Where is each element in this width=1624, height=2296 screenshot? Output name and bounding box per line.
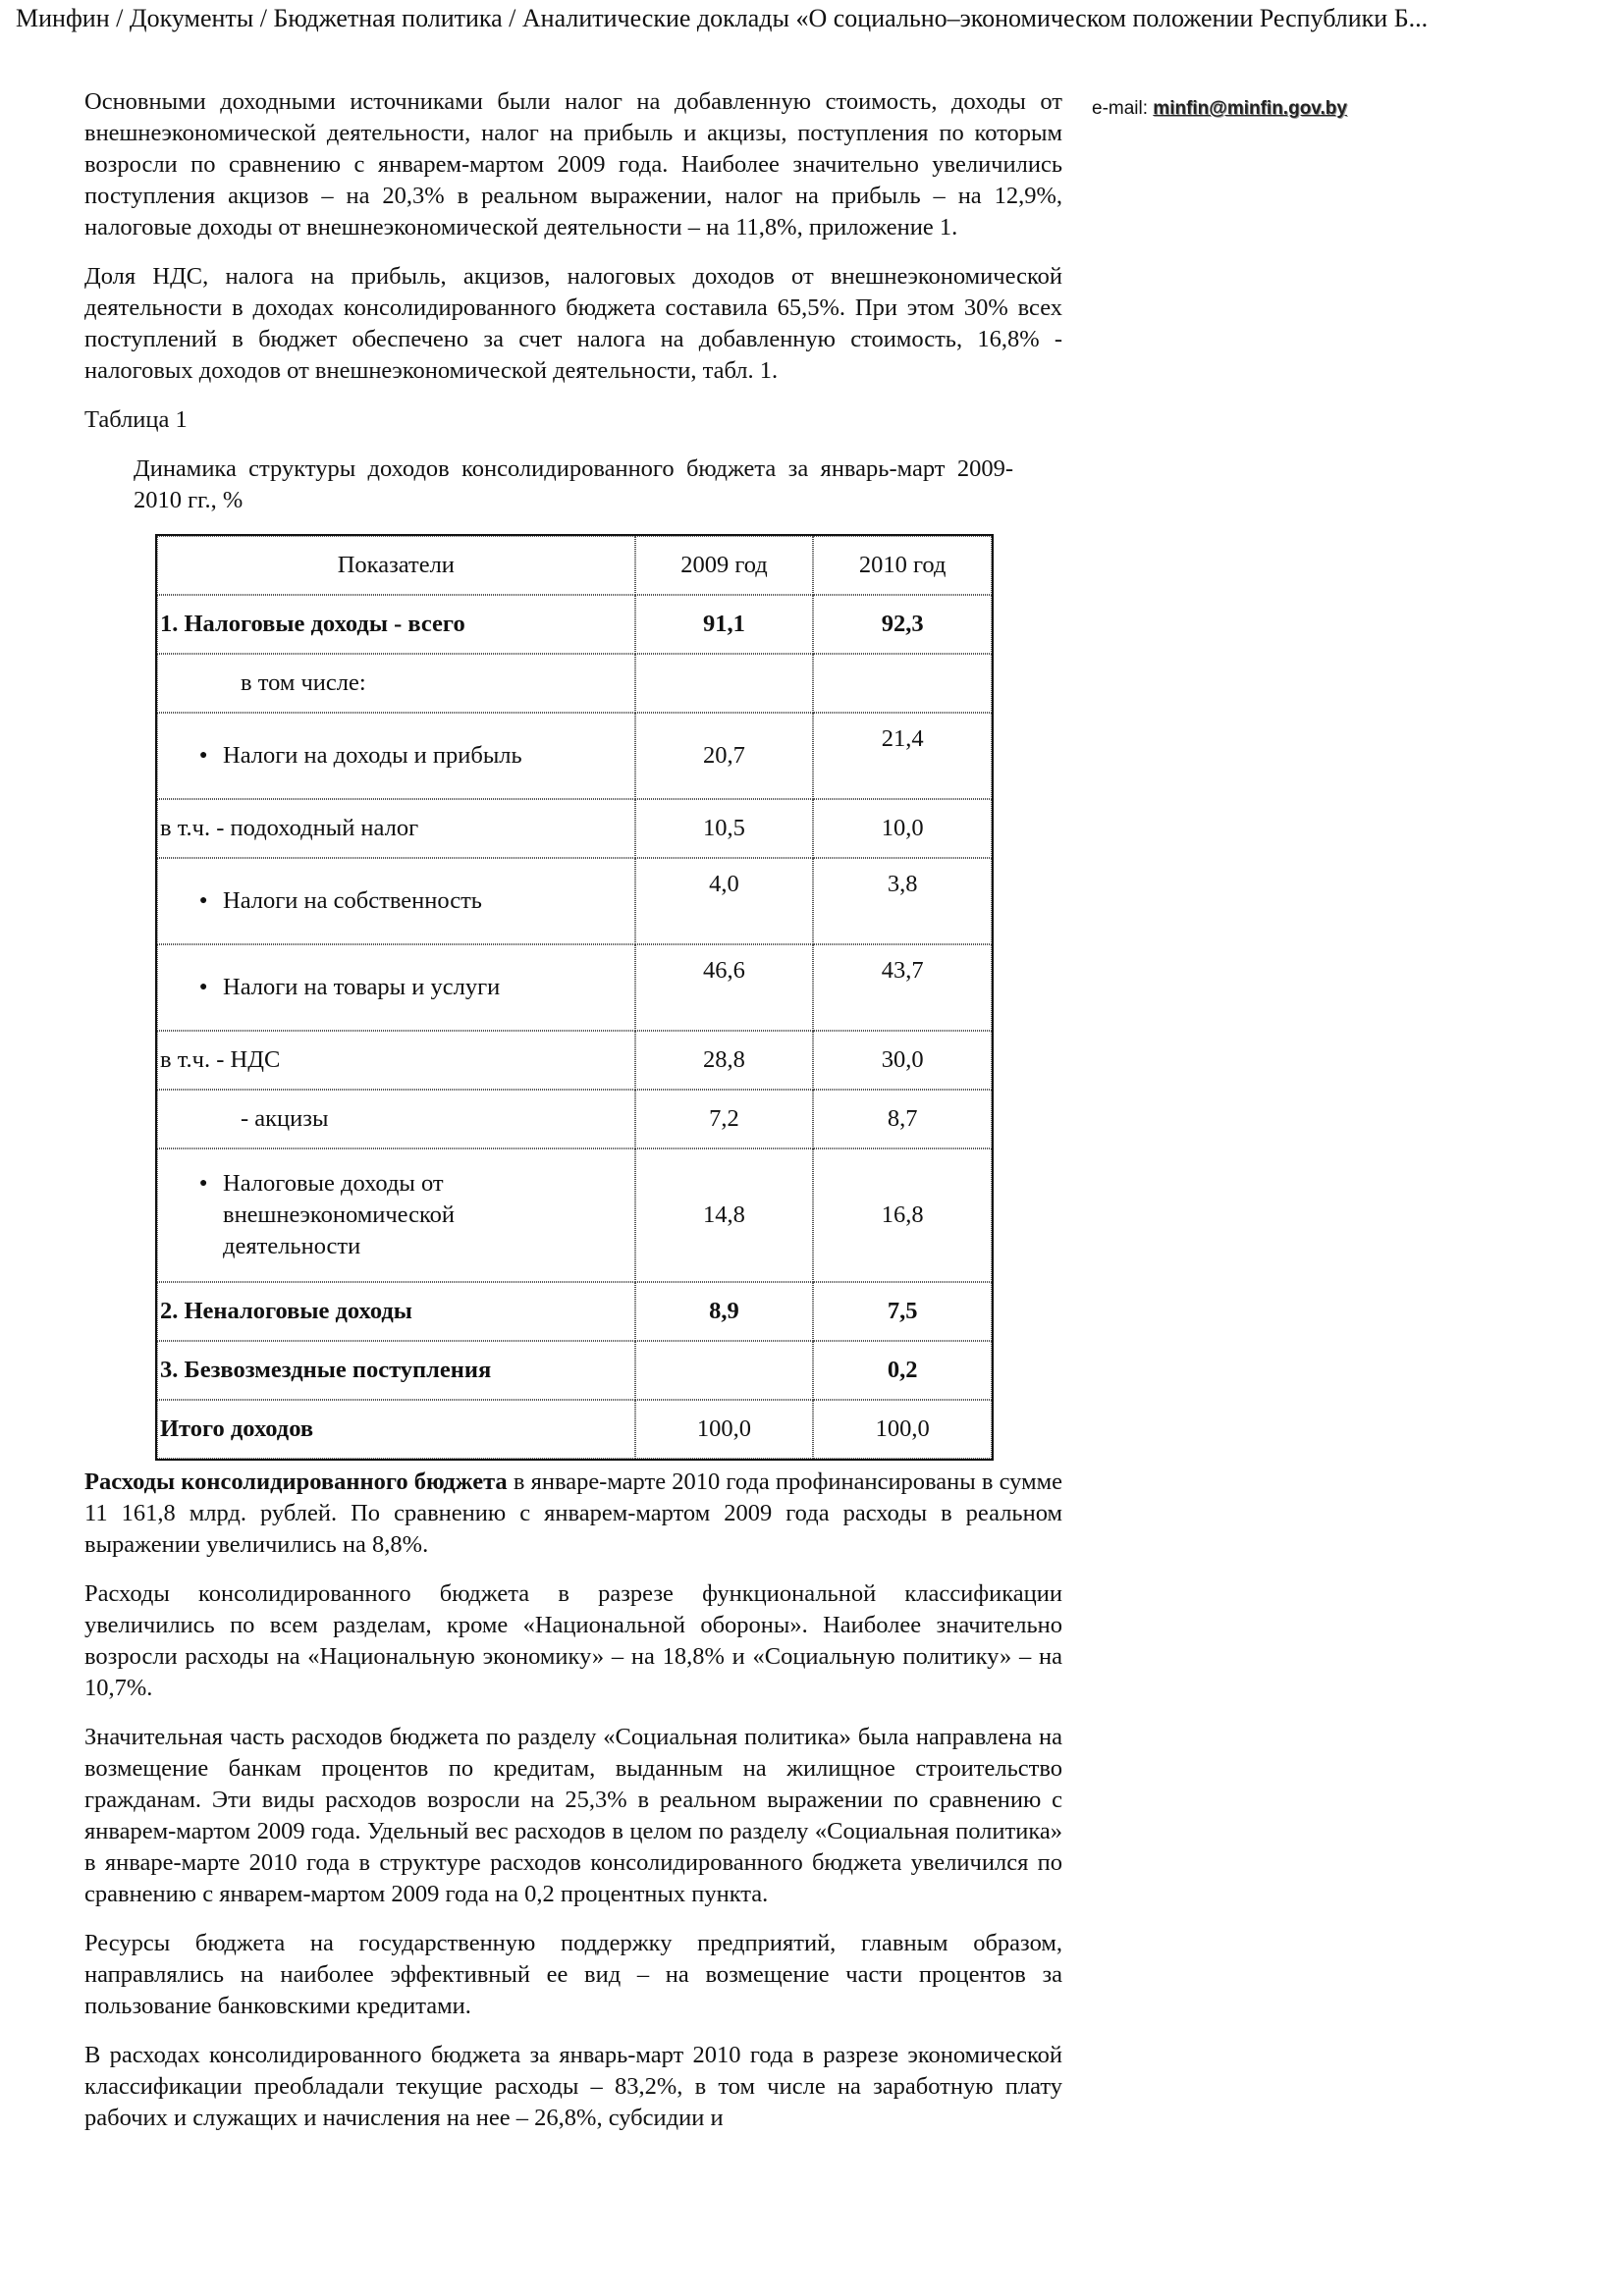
row-2010: 8,7	[813, 1090, 992, 1148]
paragraph: Доля НДС, налога на прибыль, акцизов, налоговых доходов от внешнеэкономической деятельности в доходах консолидированного бюджета составила 65,5%. При этом 30% всех поступлений в бюджет обеспечено за счет налога на добавленную стоимость, 16,8% - налоговых доходов от внешнеэкономической деятельности, табл. 1.	[84, 263, 1062, 384]
row-2010: 100,0	[813, 1400, 992, 1459]
table-row	[157, 1282, 992, 1341]
row-name-cell	[157, 1148, 635, 1282]
table-row	[157, 1341, 992, 1400]
row-2010: 7,5	[813, 1282, 992, 1341]
row-name: в т.ч. - НДС	[157, 1031, 635, 1090]
bullet-icon: ●	[199, 980, 208, 994]
table-row	[157, 1148, 992, 1282]
row-name: 3. Безвозмездные поступления	[157, 1341, 635, 1400]
table-row	[157, 1031, 992, 1090]
row-2009: 20,7	[635, 713, 814, 799]
paragraph: Значительная часть расходов бюджета по разделу «Социальная политика» была направлена на возмещение банкам процентов по кредитам, выданным на жилищное строительство гражданам. Эти виды расходов возросли на 25,3% в реальном выражении по сравнению с январем-мартом 2009 года. Удельный вес расходов в целом по разделу «Социальная политика» в январе-марте 2010 года в структуре расходов консолидированного бюджета увеличился по сравнению с январем-мартом 2009 года на 0,2 процентных пункта.	[84, 1724, 1062, 1907]
email-link[interactable]: minfin@minfin.gov.by	[1153, 98, 1347, 119]
table-header-row	[157, 536, 992, 595]
paragraph: Основными доходными источниками были налог на добавленную стоимость, доходы от внешнеэкономической деятельности, налог на прибыль и акцизы, поступления по которым возросли по сравнению с январем-мартом 2009 года. Наиболее значительно увеличились поступления акцизов – на 20,3% в реальном выражении, налог на прибыль – на 12,9%, налоговые доходы от внешнеэкономической деятельности – на 11,8%, приложение 1.	[84, 88, 1062, 240]
paragraph: Расходы консолидированного бюджета в разрезе функциональной классификации увеличились по всем разделам, кроме «Национальной обороны». Наиболее значительно возросли расходы на «Национальную экономику» – на 18,8% и «Социальную политику» – на 10,7%.	[84, 1580, 1062, 1701]
row-2010: 0,2	[813, 1341, 992, 1400]
row-2009: 14,8	[635, 1148, 814, 1282]
row-2010: 30,0	[813, 1031, 992, 1090]
row-2009: 7,2	[635, 1090, 814, 1148]
paragraph: В расходах консолидированного бюджета за январь-март 2010 года в разрезе экономической классификации преобладали текущие расходы – 83,2%, в том числе на заработную плату рабочих и служащих и начисления на нее – 26,8%, субсидии и	[84, 2042, 1062, 2131]
table-row	[157, 1400, 992, 1459]
row-name: Налоги на товары и услуги	[223, 974, 501, 1000]
table-row	[157, 595, 992, 654]
row-2010: 16,8	[813, 1148, 992, 1282]
row-2009: 8,9	[635, 1282, 814, 1341]
bullet-icon: ●	[199, 1176, 208, 1191]
table-row	[157, 713, 992, 799]
paragraph	[84, 1467, 1062, 1561]
table-row	[157, 799, 992, 858]
table-row	[157, 944, 992, 1031]
row-name: 2. Неналоговые доходы	[157, 1282, 635, 1341]
row-2010: 21,4	[813, 713, 992, 799]
paragraph: Ресурсы бюджета на государственную поддержку предприятий, главным образом, направлялись на наиболее эффективный ее вид – на возмещение части процентов за пользование банковскими кредитами.	[84, 1930, 1062, 2019]
row-name: 1. Налоговые доходы - всего	[157, 595, 635, 654]
document-body	[84, 86, 1062, 2152]
table-label: Таблица 1	[84, 406, 188, 433]
row-name-cell	[157, 858, 635, 944]
table-row	[157, 654, 992, 713]
row-2009: 4,0	[635, 858, 814, 944]
header-2010: 2010 год	[813, 536, 992, 595]
row-name: в том числе:	[157, 654, 635, 713]
contact-email	[1092, 98, 1347, 120]
row-2009: 100,0	[635, 1400, 814, 1459]
row-name-cell	[157, 944, 635, 1031]
header-2009: 2009 год	[635, 536, 814, 595]
paragraph-lead: Расходы консолидированного бюджета	[84, 1468, 508, 1495]
revenue-structure-table	[155, 534, 994, 1461]
table-row	[157, 858, 992, 944]
row-name: Налоги на доходы и прибыль	[223, 742, 522, 769]
row-2009: 46,6	[635, 944, 814, 1031]
bullet-icon: ●	[199, 748, 208, 763]
row-2009: 91,1	[635, 595, 814, 654]
paragraph-text: в январе-марте 2010 года профинансированы в сумме 11 161,8 млрд. рублей. По сравнению с январем-мартом 2009 года расходы в реальном выражении увеличились на 8,8%.	[84, 1468, 1062, 1558]
row-2010: 43,7	[813, 944, 992, 1031]
table-title: Динамика структуры доходов консолидированного бюджета за январь-март 2009-2010 гг., %	[134, 455, 1013, 513]
row-2009	[635, 1341, 814, 1400]
bullet-icon: ●	[199, 893, 208, 908]
row-name: Налоги на собственность	[223, 887, 482, 914]
row-2010: 3,8	[813, 858, 992, 944]
row-2010: 10,0	[813, 799, 992, 858]
row-name: Итого доходов	[157, 1400, 635, 1459]
row-2010	[813, 654, 992, 713]
row-name-cell	[157, 713, 635, 799]
row-2009: 10,5	[635, 799, 814, 858]
row-2009	[635, 654, 814, 713]
email-label: e-mail:	[1092, 98, 1149, 119]
table-row	[157, 1090, 992, 1148]
header-indicators: Показатели	[157, 536, 635, 595]
row-name: - акцизы	[157, 1090, 635, 1148]
row-2009: 28,8	[635, 1031, 814, 1090]
row-2010: 92,3	[813, 595, 992, 654]
breadcrumb[interactable]: Минфин / Документы / Бюджетная политика / Аналитические доклады «О социально–экономическом положении Республики Б...	[16, 4, 1429, 32]
row-name: Налоговые доходы от внешнеэкономической деятельности	[223, 1170, 456, 1259]
row-name: в т.ч. - подоходный налог	[157, 799, 635, 858]
